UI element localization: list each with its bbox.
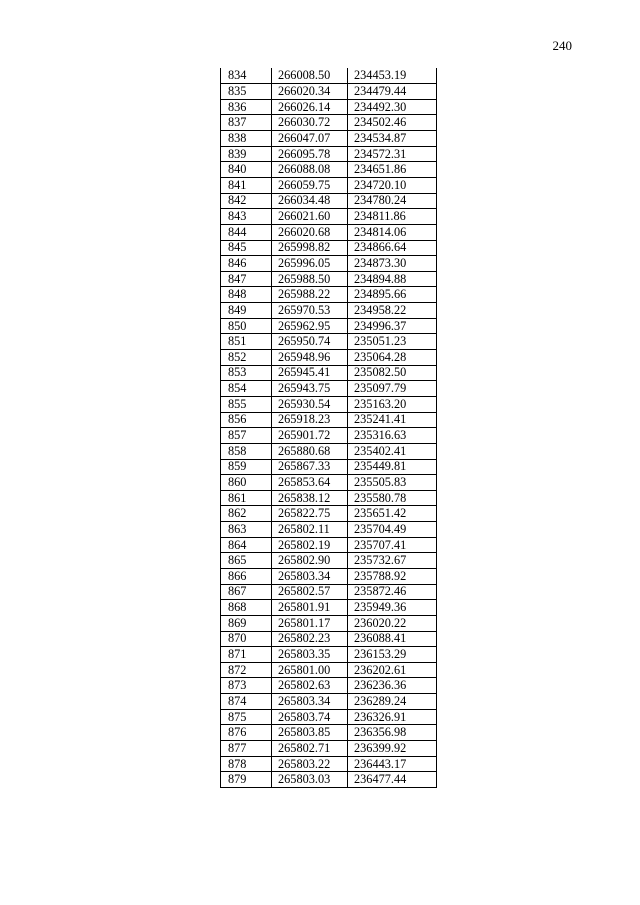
x-coordinate-cell: 265880.68 xyxy=(272,443,348,459)
y-coordinate-cell: 235097.79 xyxy=(348,381,437,397)
x-coordinate-cell: 265803.35 xyxy=(272,647,348,663)
point-number-cell: 850 xyxy=(221,318,272,334)
x-coordinate-cell: 265988.22 xyxy=(272,287,348,303)
point-number-cell: 874 xyxy=(221,694,272,710)
y-coordinate-cell: 235064.28 xyxy=(348,350,437,366)
table-row xyxy=(221,631,437,647)
table-row xyxy=(221,725,437,741)
x-coordinate-cell: 266088.08 xyxy=(272,162,348,178)
point-number-cell: 877 xyxy=(221,741,272,757)
x-coordinate-cell: 266030.72 xyxy=(272,115,348,131)
x-coordinate-cell: 265867.33 xyxy=(272,459,348,475)
point-number-cell: 835 xyxy=(221,84,272,100)
point-number-cell: 867 xyxy=(221,584,272,600)
x-coordinate-cell: 265930.54 xyxy=(272,396,348,412)
x-coordinate-cell: 266034.48 xyxy=(272,193,348,209)
table-row xyxy=(221,84,437,100)
table-row xyxy=(221,600,437,616)
x-coordinate-cell: 266047.07 xyxy=(272,131,348,147)
table-row xyxy=(221,365,437,381)
point-number-cell: 839 xyxy=(221,146,272,162)
y-coordinate-cell: 234720.10 xyxy=(348,177,437,193)
x-coordinate-cell: 265948.96 xyxy=(272,350,348,366)
point-number-cell: 851 xyxy=(221,334,272,350)
point-number-cell: 845 xyxy=(221,240,272,256)
y-coordinate-cell: 234996.37 xyxy=(348,318,437,334)
x-coordinate-cell: 265998.82 xyxy=(272,240,348,256)
point-number-cell: 852 xyxy=(221,350,272,366)
x-coordinate-cell: 266008.50 xyxy=(272,68,348,84)
point-number-cell: 859 xyxy=(221,459,272,475)
table-row xyxy=(221,662,437,678)
y-coordinate-cell: 234492.30 xyxy=(348,99,437,115)
y-coordinate-cell: 236088.41 xyxy=(348,631,437,647)
y-coordinate-cell: 235872.46 xyxy=(348,584,437,600)
x-coordinate-cell: 265945.41 xyxy=(272,365,348,381)
table-row xyxy=(221,240,437,256)
table-row xyxy=(221,224,437,240)
x-coordinate-cell: 265802.90 xyxy=(272,553,348,569)
y-coordinate-cell: 234958.22 xyxy=(348,303,437,319)
point-number-cell: 864 xyxy=(221,537,272,553)
y-coordinate-cell: 234453.19 xyxy=(348,68,437,84)
x-coordinate-cell: 265803.03 xyxy=(272,772,348,788)
table-row xyxy=(221,412,437,428)
page-number: 240 xyxy=(552,38,572,53)
point-number-cell: 842 xyxy=(221,193,272,209)
point-number-cell: 868 xyxy=(221,600,272,616)
x-coordinate-cell: 265803.22 xyxy=(272,756,348,772)
y-coordinate-cell: 234894.88 xyxy=(348,271,437,287)
y-coordinate-cell: 235051.23 xyxy=(348,334,437,350)
y-coordinate-cell: 235316.63 xyxy=(348,428,437,444)
table-row xyxy=(221,287,437,303)
point-number-cell: 840 xyxy=(221,162,272,178)
x-coordinate-cell: 266026.14 xyxy=(272,99,348,115)
table-row xyxy=(221,678,437,694)
point-number-cell: 875 xyxy=(221,709,272,725)
table-row xyxy=(221,396,437,412)
table-row xyxy=(221,584,437,600)
point-number-cell: 872 xyxy=(221,662,272,678)
y-coordinate-cell: 236443.17 xyxy=(348,756,437,772)
point-number-cell: 876 xyxy=(221,725,272,741)
table-row xyxy=(221,615,437,631)
y-coordinate-cell: 234866.64 xyxy=(348,240,437,256)
point-number-cell: 879 xyxy=(221,772,272,788)
y-coordinate-cell: 236289.24 xyxy=(348,694,437,710)
y-coordinate-cell: 236399.92 xyxy=(348,741,437,757)
x-coordinate-cell: 265802.71 xyxy=(272,741,348,757)
table-row xyxy=(221,772,437,788)
x-coordinate-cell: 265803.85 xyxy=(272,725,348,741)
x-coordinate-cell: 265803.74 xyxy=(272,709,348,725)
table-row xyxy=(221,131,437,147)
point-number-cell: 860 xyxy=(221,475,272,491)
table-row xyxy=(221,256,437,272)
x-coordinate-cell: 265801.17 xyxy=(272,615,348,631)
y-coordinate-cell: 235402.41 xyxy=(348,443,437,459)
y-coordinate-cell: 235707.41 xyxy=(348,537,437,553)
x-coordinate-cell: 265943.75 xyxy=(272,381,348,397)
y-coordinate-cell: 234814.06 xyxy=(348,224,437,240)
point-number-cell: 843 xyxy=(221,209,272,225)
x-coordinate-cell: 265801.00 xyxy=(272,662,348,678)
table-row xyxy=(221,177,437,193)
table-row xyxy=(221,709,437,725)
x-coordinate-cell: 265802.57 xyxy=(272,584,348,600)
y-coordinate-cell: 236477.44 xyxy=(348,772,437,788)
y-coordinate-cell: 234572.31 xyxy=(348,146,437,162)
y-coordinate-cell: 236326.91 xyxy=(348,709,437,725)
y-coordinate-cell: 235704.49 xyxy=(348,522,437,538)
table-row xyxy=(221,146,437,162)
x-coordinate-cell: 265822.75 xyxy=(272,506,348,522)
point-number-cell: 837 xyxy=(221,115,272,131)
point-number-cell: 857 xyxy=(221,428,272,444)
table-row xyxy=(221,271,437,287)
x-coordinate-cell: 265801.91 xyxy=(272,600,348,616)
x-coordinate-cell: 265988.50 xyxy=(272,271,348,287)
table-row xyxy=(221,334,437,350)
y-coordinate-cell: 235732.67 xyxy=(348,553,437,569)
table-row xyxy=(221,303,437,319)
table-row xyxy=(221,741,437,757)
y-coordinate-cell: 236020.22 xyxy=(348,615,437,631)
x-coordinate-cell: 265803.34 xyxy=(272,694,348,710)
x-coordinate-cell: 266020.68 xyxy=(272,224,348,240)
y-coordinate-cell: 234811.86 xyxy=(348,209,437,225)
y-coordinate-cell: 235651.42 xyxy=(348,506,437,522)
point-number-cell: 878 xyxy=(221,756,272,772)
table-row xyxy=(221,522,437,538)
x-coordinate-cell: 265970.53 xyxy=(272,303,348,319)
table-row xyxy=(221,193,437,209)
point-number-cell: 862 xyxy=(221,506,272,522)
table-row xyxy=(221,350,437,366)
point-number-cell: 846 xyxy=(221,256,272,272)
x-coordinate-cell: 265918.23 xyxy=(272,412,348,428)
y-coordinate-cell: 235580.78 xyxy=(348,490,437,506)
x-coordinate-cell: 266021.60 xyxy=(272,209,348,225)
y-coordinate-cell: 236236.36 xyxy=(348,678,437,694)
point-number-cell: 834 xyxy=(221,68,272,84)
table-row xyxy=(221,506,437,522)
x-coordinate-cell: 265803.34 xyxy=(272,569,348,585)
y-coordinate-cell: 235505.83 xyxy=(348,475,437,491)
table-row xyxy=(221,490,437,506)
table-row xyxy=(221,115,437,131)
y-coordinate-cell: 235449.81 xyxy=(348,459,437,475)
table-body xyxy=(221,68,437,787)
point-number-cell: 861 xyxy=(221,490,272,506)
point-number-cell: 844 xyxy=(221,224,272,240)
y-coordinate-cell: 234534.87 xyxy=(348,131,437,147)
x-coordinate-cell: 266020.34 xyxy=(272,84,348,100)
table-row xyxy=(221,475,437,491)
point-number-cell: 849 xyxy=(221,303,272,319)
y-coordinate-cell: 236153.29 xyxy=(348,647,437,663)
table-row xyxy=(221,756,437,772)
y-coordinate-cell: 235241.41 xyxy=(348,412,437,428)
x-coordinate-cell: 265802.19 xyxy=(272,537,348,553)
point-number-cell: 866 xyxy=(221,569,272,585)
x-coordinate-cell: 265802.23 xyxy=(272,631,348,647)
point-number-cell: 869 xyxy=(221,615,272,631)
point-number-cell: 854 xyxy=(221,381,272,397)
y-coordinate-cell: 235949.36 xyxy=(348,600,437,616)
y-coordinate-cell: 235788.92 xyxy=(348,569,437,585)
coordinate-table xyxy=(220,68,437,788)
y-coordinate-cell: 234780.24 xyxy=(348,193,437,209)
x-coordinate-cell: 265901.72 xyxy=(272,428,348,444)
x-coordinate-cell: 265853.64 xyxy=(272,475,348,491)
table-row xyxy=(221,381,437,397)
point-number-cell: 847 xyxy=(221,271,272,287)
x-coordinate-cell: 265802.11 xyxy=(272,522,348,538)
point-number-cell: 858 xyxy=(221,443,272,459)
x-coordinate-cell: 265802.63 xyxy=(272,678,348,694)
x-coordinate-cell: 265996.05 xyxy=(272,256,348,272)
table-row xyxy=(221,537,437,553)
point-number-cell: 870 xyxy=(221,631,272,647)
y-coordinate-cell: 236202.61 xyxy=(348,662,437,678)
table-row xyxy=(221,99,437,115)
y-coordinate-cell: 234651.86 xyxy=(348,162,437,178)
x-coordinate-cell: 265838.12 xyxy=(272,490,348,506)
table-row xyxy=(221,428,437,444)
point-number-cell: 871 xyxy=(221,647,272,663)
point-number-cell: 838 xyxy=(221,131,272,147)
table-row xyxy=(221,553,437,569)
point-number-cell: 848 xyxy=(221,287,272,303)
x-coordinate-cell: 265962.95 xyxy=(272,318,348,334)
table-row xyxy=(221,694,437,710)
y-coordinate-cell: 235163.20 xyxy=(348,396,437,412)
point-number-cell: 863 xyxy=(221,522,272,538)
y-coordinate-cell: 235082.50 xyxy=(348,365,437,381)
table-row xyxy=(221,459,437,475)
point-number-cell: 855 xyxy=(221,396,272,412)
table-row xyxy=(221,647,437,663)
table-row xyxy=(221,569,437,585)
table-row xyxy=(221,443,437,459)
y-coordinate-cell: 236356.98 xyxy=(348,725,437,741)
table-row xyxy=(221,68,437,84)
x-coordinate-cell: 266059.75 xyxy=(272,177,348,193)
y-coordinate-cell: 234895.66 xyxy=(348,287,437,303)
y-coordinate-cell: 234502.46 xyxy=(348,115,437,131)
point-number-cell: 841 xyxy=(221,177,272,193)
point-number-cell: 856 xyxy=(221,412,272,428)
table-row xyxy=(221,162,437,178)
table-row xyxy=(221,209,437,225)
point-number-cell: 865 xyxy=(221,553,272,569)
x-coordinate-cell: 265950.74 xyxy=(272,334,348,350)
y-coordinate-cell: 234873.30 xyxy=(348,256,437,272)
point-number-cell: 853 xyxy=(221,365,272,381)
point-number-cell: 873 xyxy=(221,678,272,694)
y-coordinate-cell: 234479.44 xyxy=(348,84,437,100)
x-coordinate-cell: 266095.78 xyxy=(272,146,348,162)
table-row xyxy=(221,318,437,334)
point-number-cell: 836 xyxy=(221,99,272,115)
